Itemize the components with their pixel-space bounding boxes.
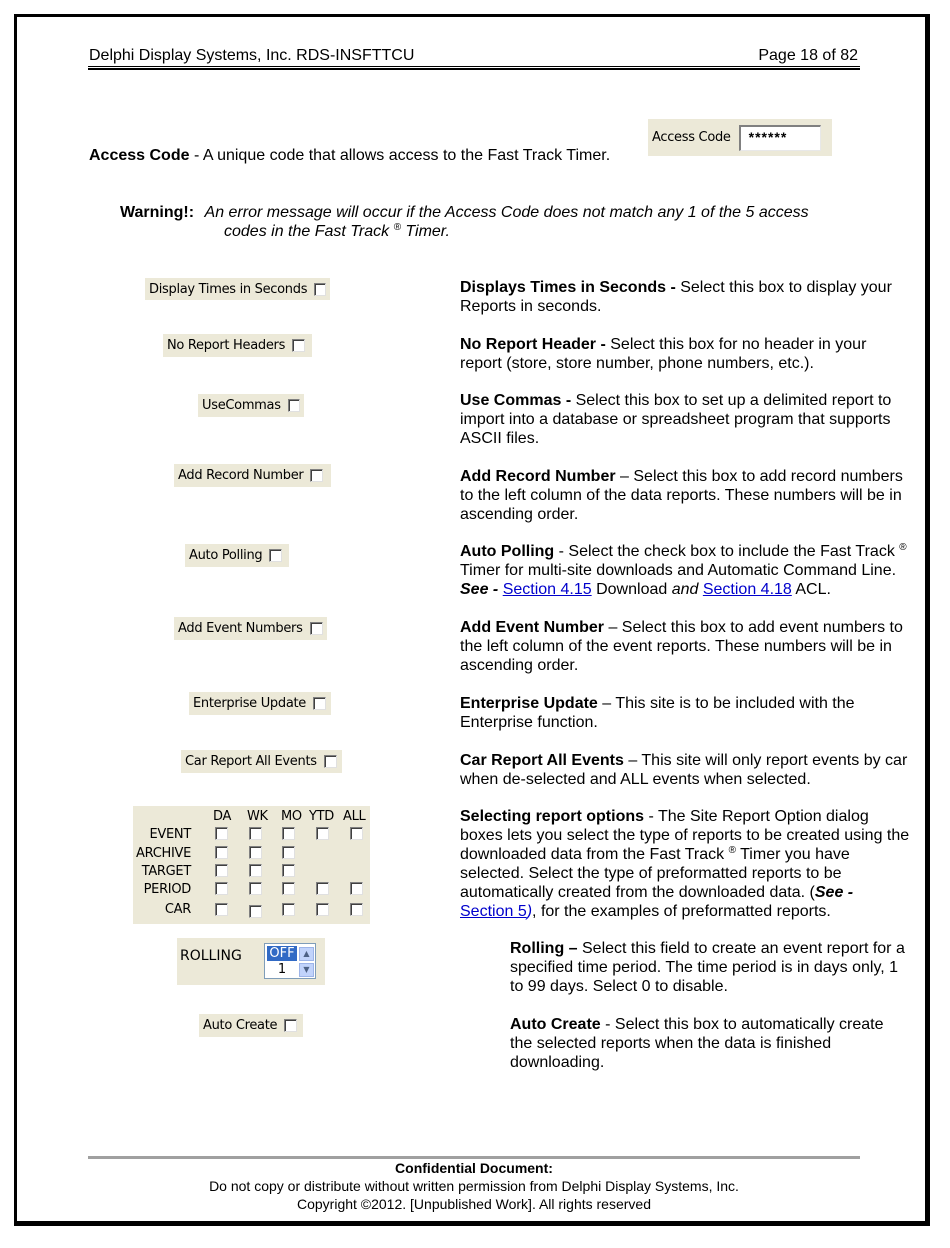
add-record-number-checkbox[interactable]: [310, 469, 323, 482]
selecting-report-options-description: Selecting report options - The Site Report Option dialog boxes lets you select the type of reports to be created using the downloaded data from the Fast Track ® Timer you have selected. Select the type of preformatted reports to be automatically created from the downloaded data. (See - Section 5), for the examples of preformatted reports.: [460, 808, 910, 920]
enterprise-update-widget: [189, 692, 331, 715]
column-header-mo: MO: [281, 809, 302, 824]
car-report-all-events-label: Car Report All Events: [185, 754, 317, 769]
row-label-archive: ARCHIVE: [136, 846, 191, 861]
period-mo-checkbox[interactable]: [282, 882, 295, 895]
add-record-number-label: Add Record Number: [178, 468, 304, 483]
footer-rule: [88, 1156, 860, 1159]
use-commas-checkbox[interactable]: [288, 399, 300, 412]
auto-create-checkbox[interactable]: [284, 1019, 297, 1032]
add-event-numbers-widget: [174, 617, 327, 640]
car-ytd-checkbox[interactable]: [316, 903, 329, 916]
add-record-number-description: Add Record Number – Select this box to add record numbers to the left column of the data reports. These numbers will be in ascending order.: [460, 468, 903, 523]
column-header-da: DA: [213, 809, 232, 824]
header-left: Delphi Display Systems, Inc. RDS-INSFTTCU: [89, 47, 415, 64]
row-label-event: EVENT: [149, 827, 191, 842]
target-da-checkbox[interactable]: [215, 864, 228, 877]
rolling-spinner-selected[interactable]: OFF: [267, 946, 297, 961]
car-report-all-events-checkbox[interactable]: [324, 755, 337, 768]
warning-line2: codes in the Fast Track ® Timer.: [224, 222, 450, 240]
event-mo-checkbox[interactable]: [282, 827, 295, 840]
event-da-checkbox[interactable]: [215, 827, 228, 840]
add-event-numbers-label: Add Event Numbers: [178, 621, 303, 636]
header-page-number: Page 18 of 82: [758, 47, 858, 64]
event-wk-checkbox[interactable]: [249, 827, 262, 840]
car-report-all-events-widget: [181, 750, 342, 773]
display-times-in-seconds-label: Display Times in Seconds: [149, 281, 308, 297]
footer-title: Confidential Document:: [395, 1160, 553, 1176]
car-wk-checkbox[interactable]: [249, 905, 262, 918]
enterprise-update-label: Enterprise Update: [193, 696, 306, 711]
add-record-number-widget: [174, 464, 331, 487]
target-mo-checkbox[interactable]: [282, 864, 295, 877]
period-all-checkbox[interactable]: [350, 882, 363, 895]
access-code-description: Access Code - A unique code that allows access to the Fast Track Timer.: [89, 147, 611, 164]
auto-polling-widget: [185, 544, 289, 567]
no-report-headers-widget: [163, 334, 312, 357]
warning-line1: An error message will occur if the Access Code does not match any 1 of the 5 access: [204, 204, 809, 221]
rolling-spinner-value[interactable]: 1: [277, 962, 287, 977]
spinner-up-icon[interactable]: ▲: [299, 947, 314, 961]
period-ytd-checkbox[interactable]: [316, 882, 329, 895]
add-event-number-description: Add Event Number – Select this box to add event numbers to the left column of the event reports. These numbers will be in ascending order.: [460, 619, 903, 674]
use-commas-label: UseCommas: [202, 398, 281, 413]
auto-polling-checkbox[interactable]: [269, 549, 282, 562]
rolling-label: ROLLING: [180, 948, 242, 964]
display-times-in-seconds-description: Displays Times in Seconds - Select this box to display your Reports in seconds.: [460, 279, 892, 315]
column-header-ytd: YTD: [309, 809, 334, 824]
car-all-checkbox[interactable]: [350, 903, 363, 916]
car-mo-checkbox[interactable]: [282, 903, 295, 916]
section-4-18-link[interactable]: Section 4.18: [702, 581, 792, 598]
use-commas-description: Use Commas - Select this box to set up a delimited report to import into a database or spreadsheet program that supports ASCII files.: [460, 392, 892, 447]
enterprise-update-checkbox[interactable]: [313, 697, 326, 710]
section-4-15-link[interactable]: Section 4.15: [502, 581, 592, 598]
add-event-numbers-checkbox[interactable]: [310, 622, 323, 635]
car-report-all-events-description: Car Report All Events – This site will only report events by car when de-selected and ALL events when selected.: [460, 752, 908, 788]
access-code-term: Access Code: [89, 147, 190, 164]
column-header-all: ALL: [343, 809, 366, 824]
auto-create-widget: [199, 1014, 303, 1037]
column-header-wk: WK: [247, 809, 268, 824]
auto-create-label: Auto Create: [203, 1018, 278, 1033]
period-wk-checkbox[interactable]: [249, 882, 262, 895]
no-report-headers-label: No Report Headers: [167, 338, 286, 353]
section-5-link[interactable]: Section 5: [460, 903, 527, 920]
access-code-label: Access Code: [652, 130, 731, 145]
event-all-checkbox[interactable]: [350, 827, 363, 840]
event-ytd-checkbox[interactable]: [316, 827, 329, 840]
target-wk-checkbox[interactable]: [249, 864, 262, 877]
header-rule: [88, 66, 860, 67]
access-code-input[interactable]: ******: [739, 125, 821, 151]
footer-notice: Do not copy or distribute without written permission from Delphi Display Systems, Inc.: [209, 1178, 739, 1194]
display-times-in-seconds-checkbox[interactable]: [314, 283, 326, 296]
enterprise-update-description: Enterprise Update – This site is to be included with the Enterprise function.: [460, 695, 855, 731]
report-options-grid: [133, 806, 370, 924]
warning-block: [120, 203, 850, 222]
access-code-widget: [648, 119, 832, 156]
warning-label: Warning!:: [120, 204, 195, 221]
display-times-in-seconds-widget: [145, 278, 330, 300]
archive-da-checkbox[interactable]: [215, 846, 228, 859]
period-da-checkbox[interactable]: [215, 882, 228, 895]
no-report-headers-checkbox[interactable]: [292, 339, 305, 352]
no-report-header-description: No Report Header - Select this box for no header in your report (store, store number, phone numbers, etc.).: [460, 336, 867, 372]
auto-polling-description: Auto Polling - Select the check box to include the Fast Track ® Timer for multi-site downloads and Automatic Command Line. See - Section 4.15 Download and Section 4.18 ACL.: [460, 542, 907, 598]
auto-polling-label: Auto Polling: [189, 548, 263, 563]
auto-create-description: Auto Create - Select this box to automatically create the selected reports when the data is finished downloading.: [510, 1016, 884, 1071]
row-label-car: CAR: [164, 902, 191, 917]
archive-wk-checkbox[interactable]: [249, 846, 262, 859]
rolling-description: Rolling – Select this field to create an event report for a specified time period. The time period is in days only, 1 to 99 days. Select 0 to disable.: [510, 940, 905, 995]
row-label-period: PERIOD: [143, 882, 191, 897]
rolling-widget: [177, 938, 325, 985]
rolling-spinner[interactable]: [264, 943, 316, 979]
row-label-target: TARGET: [141, 864, 191, 879]
spinner-down-icon[interactable]: ▼: [299, 963, 314, 977]
header-rule-thick: [88, 68, 860, 70]
use-commas-widget: [198, 394, 304, 417]
car-da-checkbox[interactable]: [215, 903, 228, 916]
archive-mo-checkbox[interactable]: [282, 846, 295, 859]
footer-copyright: Copyright ©2012. [Unpublished Work]. All rights reserved: [296, 1196, 651, 1212]
